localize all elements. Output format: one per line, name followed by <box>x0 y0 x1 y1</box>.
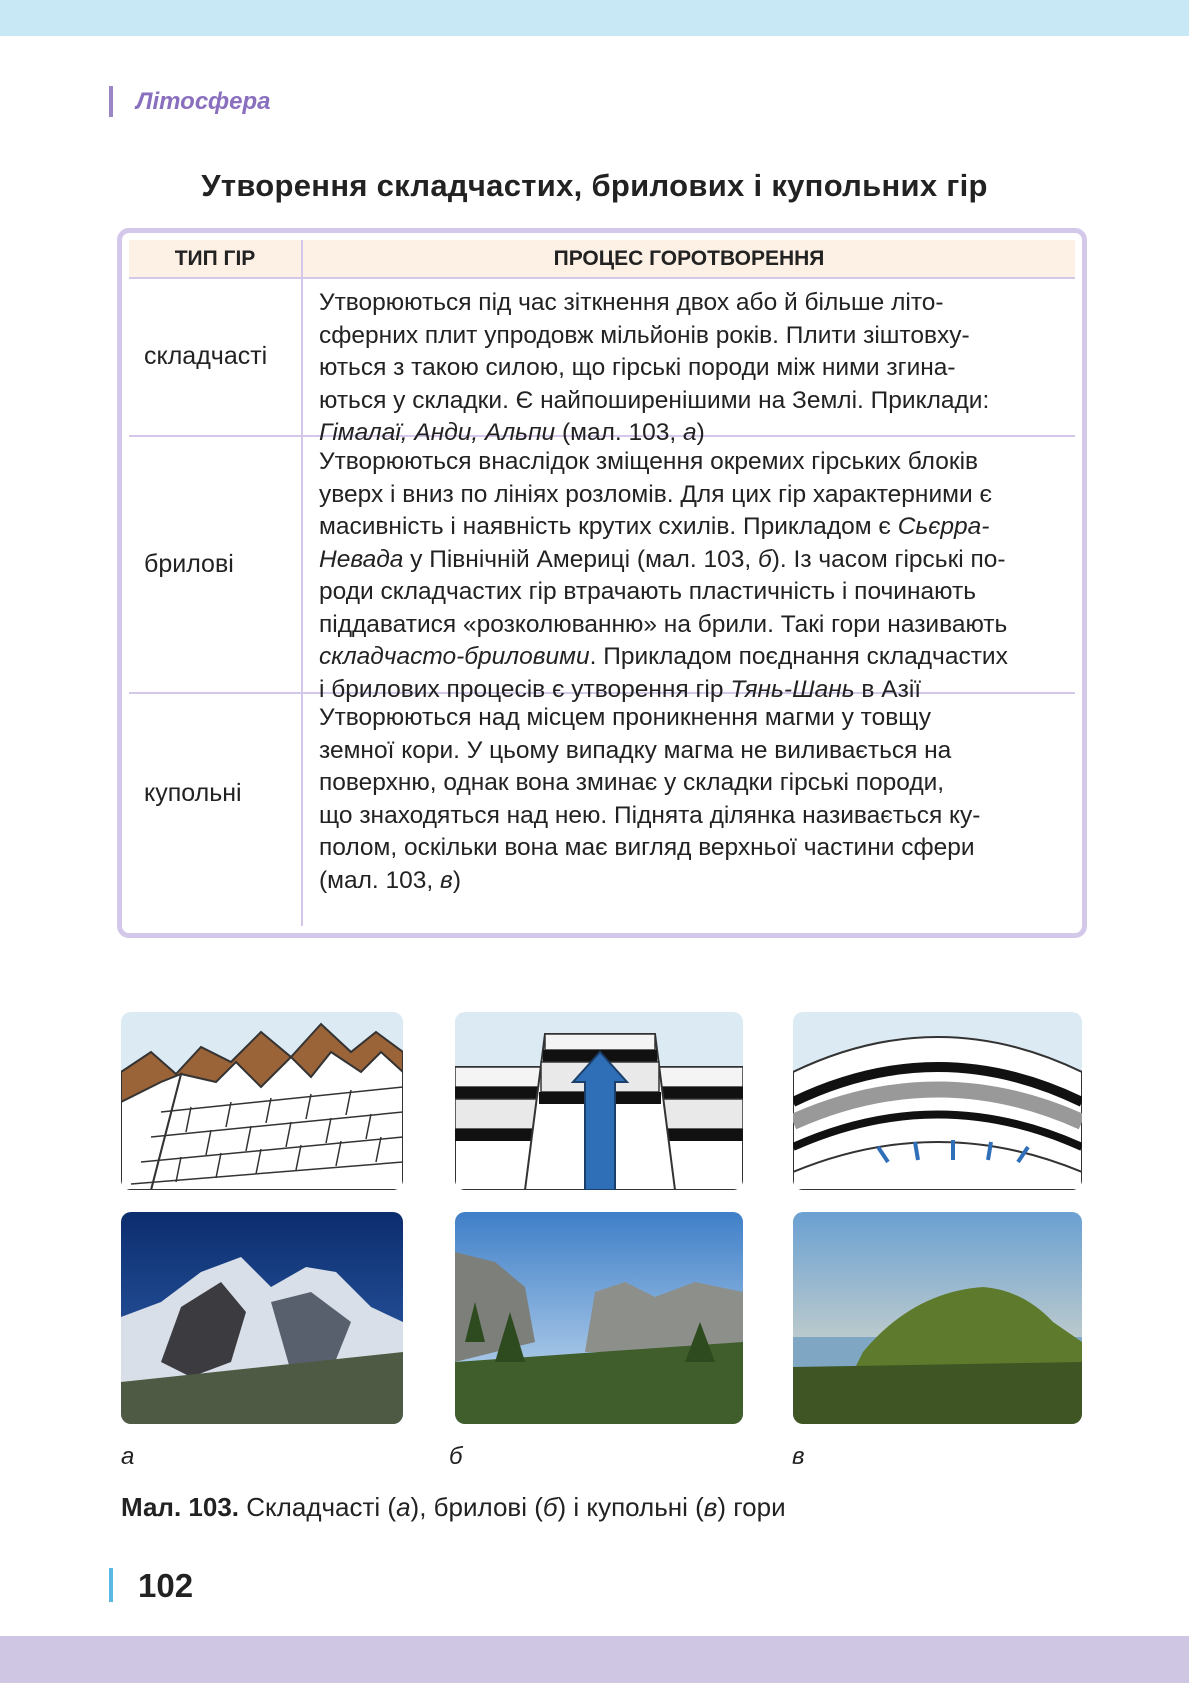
page-number-marker <box>109 1568 113 1602</box>
column-header-type: ТИП ГІР <box>174 247 256 270</box>
mountain-types-table <box>117 228 1087 938</box>
table-row-block <box>129 437 1075 703</box>
figure-letter-b: б <box>449 1443 463 1470</box>
block-mountains-diagram <box>455 1012 743 1190</box>
block-mountains-photo <box>455 1212 743 1424</box>
process-text: Утворюються внаслідок зміщення окремих гірських блоків уверх і вниз по лініях розломів. Для цих гір характерними є масивність і наявність крутих схилів. Прикладом є Сьєрра- Невада у Північній Америці (мал. 103, б). Із часом гірські по- роди складчастих гір втрачають пластичність і починають піддаватися «розколюванню» на брили. Такі гори називають складчасто-бриловими. Прикладом поєднання складчастих і брилових процесів є утворення гір Тянь-Шань в Азії <box>319 448 1008 703</box>
column-header-process: ПРОЦЕС ГОРОТВОРЕННЯ <box>553 247 825 270</box>
folded-mountains-photo <box>121 1212 403 1424</box>
section-marker <box>109 86 113 117</box>
figure-letter-a: а <box>121 1443 135 1470</box>
section-label: Літосфера <box>136 88 271 115</box>
figure-letter-v: в <box>792 1443 805 1470</box>
mountain-type: брилові <box>144 550 234 578</box>
column-divider <box>301 240 303 926</box>
folded-mountains-diagram <box>121 1012 403 1190</box>
page-title: Утворення складчастих, брилових і купольних гір <box>201 168 988 203</box>
process-text: Утворюються під час зіткнення двох або й більше літо- сферних плит упродовж мільйонів років. Плити зіштовху- ються з такою силою, що гірські породи між ними згина- ються у складки. Є найпоширенішими на Землі. Приклади: Гімалаї, Анди, Альпи (мал. 103, а) <box>319 289 990 446</box>
table-row-dome <box>129 694 1075 924</box>
top-band <box>0 0 1189 36</box>
table-row-folded <box>129 279 1075 446</box>
dome-mountains-diagram <box>793 1012 1082 1190</box>
bottom-band <box>0 1636 1189 1683</box>
figure-caption: Мал. 103. Складчасті (а), брилові (б) і купольні (в) гори <box>121 1492 786 1522</box>
page-number: 102 <box>138 1567 194 1604</box>
table-header <box>129 240 1075 279</box>
dome-mountains-photo <box>793 1212 1082 1424</box>
mountain-type: складчасті <box>144 342 268 370</box>
process-text: Утворюються над місцем проникнення магми у товщу земної кори. У цьому випадку магма не виливається на поверхню, однак вона зминає у складки гірські породи, що знаходяться над нею. Піднята ділянка називається ку- полом, оскільки вона має вигляд верхньої частини сфери (мал. 103, в) <box>319 704 981 894</box>
mountain-type: купольні <box>144 779 242 807</box>
